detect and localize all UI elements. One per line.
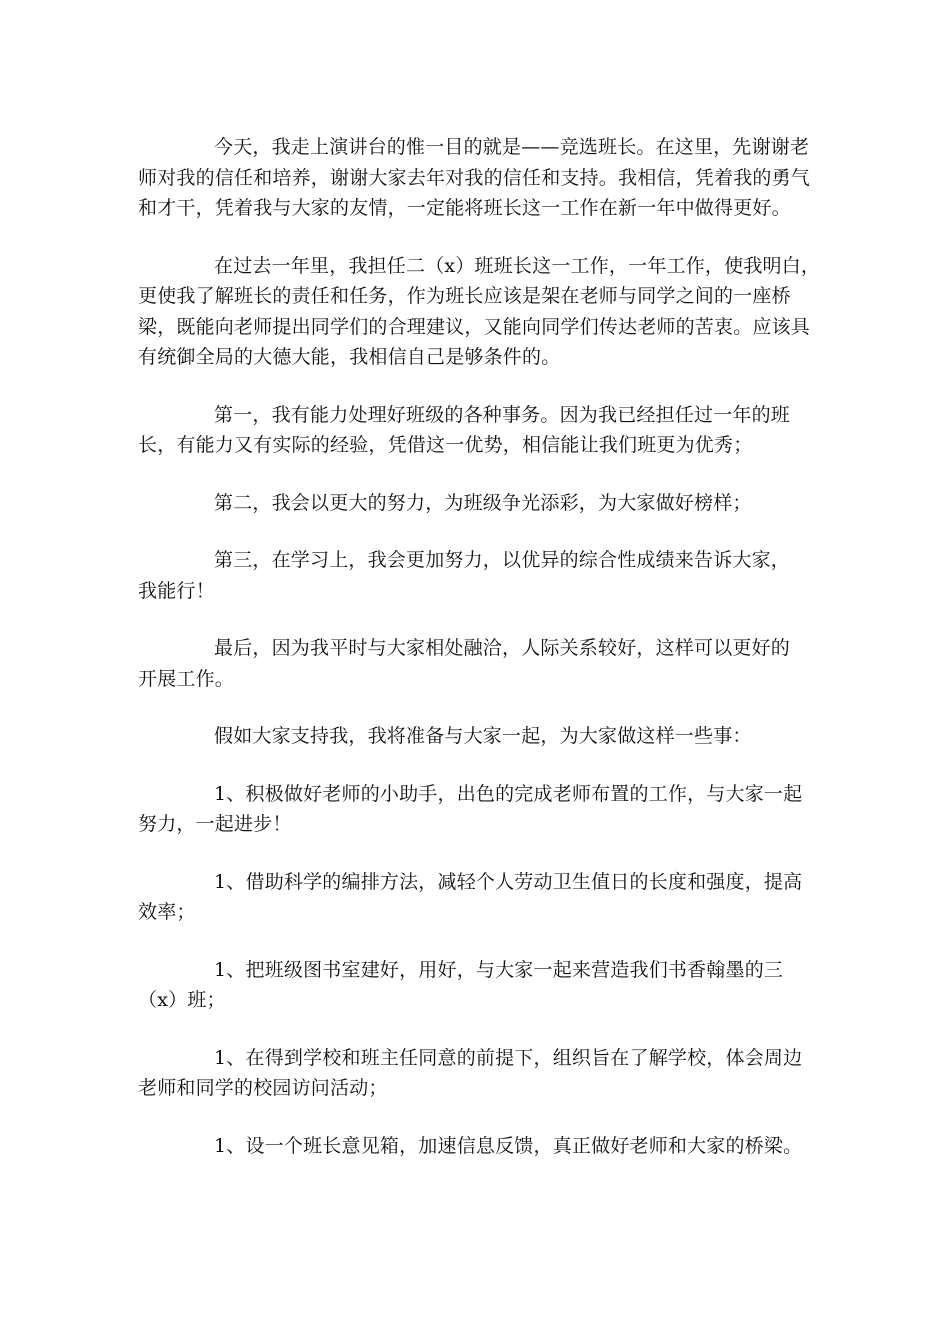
list-item-library: 1、把班级图书室建好，用好，与大家一起来营造我们书香翰墨的三（x）班； [138, 958, 784, 1011]
paragraph-first-point: 第一，我有能力处理好班级的各种事务。因为我已经担任过一年的班长，有能力又有实际的经验，凭借这一优势，相信能让我们班更为优秀； [138, 403, 791, 456]
document-body [138, 132, 828, 1188]
paragraph-second-point: 第二，我会以更大的努力，为班级争光添彩，为大家做好榜样； [214, 491, 752, 514]
paragraph-finally: 最后，因为我平时与大家相处融洽，人际关系较好，这样可以更好的开展工作。 [138, 637, 791, 690]
paragraph-past-year: 在过去一年里，我担任二（x）班班长这一工作，一年工作，使我明白，更使我了解班长的责任和任务，作为班长应该是架在老师与同学之间的一座桥梁，既能向老师提出同学们的合理建议，又能向同学们传达老师的苦衷。应该具有统御全局的大德大能，我相信自己是够条件的。 [138, 254, 821, 368]
list-item-suggestion-box: 1、设一个班长意见箱，加速信息反馈，真正做好老师和大家的桥梁。 [214, 1134, 803, 1157]
list-item-duty-schedule: 1、借助科学的编排方法，减轻个人劳动卫生值日的长度和强度，提高效率； [138, 870, 803, 923]
paragraph-intro: 今天，我走上演讲台的惟一目的就是——竞选班长。在这里，先谢谢老师对我的信任和培养，谢谢大家去年对我的信任和支持。我相信，凭着我的勇气和才干，凭着我与大家的友情，一定能将班长这一工作在新一年中做得更好。 [138, 136, 811, 219]
list-item-assistant: 1、积极做好老师的小助手，出色的完成老师布置的工作，与大家一起努力，一起进步！ [138, 782, 803, 835]
paragraph-third-point: 第三，在学习上，我会更加努力，以优异的综合性成绩来告诉大家，我能行！ [138, 549, 791, 602]
list-item-campus-visit: 1、在得到学校和班主任同意的前提下，组织旨在了解学校，体会周边老师和同学的校园访问活动； [138, 1046, 803, 1099]
paragraph-if-supported: 假如大家支持我，我将准备与大家一起，为大家做这样一些事： [214, 725, 752, 747]
